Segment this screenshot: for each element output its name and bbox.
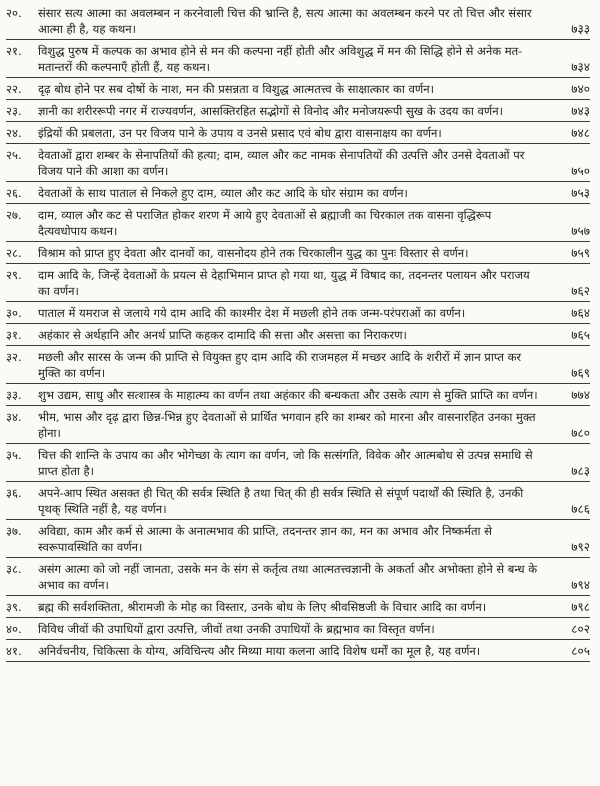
toc-entry [6, 406, 590, 444]
entry-number: २२. [6, 82, 22, 96]
entry-title: पाताल में यमराज से जलाये गये दाम आदि की काश्मीर देश में मछली होने तक जन्म-परंपराओं का वर्णन। [38, 306, 466, 320]
entry-title: देवताओं द्वारा शम्बर के सेनापतियों की हत्या; दाम, व्याल और कट नामक सेनापतियों की उत्पत्ति और उनसे देवताओं पर विजय पाने की आशा का वर्णन। [38, 148, 525, 178]
entry-page-number: ७३४ [571, 60, 590, 74]
toc-entry [6, 482, 590, 520]
entry-page-number: ७६२ [571, 284, 590, 298]
entry-number: २१. [6, 44, 22, 58]
entry-title: चित्त की शान्ति के उपाय का और भोगेच्छा के त्याग का वर्णन, जो कि सत्संगति, विवेक और आत्मबोध से उत्पन्न समाधि से प्राप्त होता है। [38, 448, 533, 478]
entry-number: २४. [6, 126, 22, 140]
entry-number: ३८. [6, 562, 22, 576]
toc-entry [6, 100, 590, 122]
entry-title: विश्राम को प्राप्त हुए देवता और दानवों का, वासनोदय होने तक चिरकालीन युद्ध का पुनः विस्तार से वर्णन। [38, 246, 469, 260]
entry-page-number: ७९४ [571, 578, 590, 592]
toc-entry [6, 520, 590, 558]
entry-title: दृढ़ बोध होने पर सब दोषों के नाश, मन की प्रसन्नता व विशुद्ध आत्मतत्त्व के साक्षात्कार का वर्णन। [38, 82, 434, 96]
entry-number: ३९. [6, 600, 22, 614]
entry-number: ३५. [6, 448, 22, 462]
toc-entry [6, 144, 590, 182]
entry-title: अपने-आप स्थित असक्त ही चित् की सर्वत्र स्थिति है तथा चित् की ही सर्वत्र स्थिति से संपूर्ण पदार्थों की स्थिति है, उनकी पृथक् स्थिति नहीं है, यह वर्णन। [38, 486, 524, 516]
entry-page-number: ८०५ [571, 644, 590, 658]
toc-entry [6, 242, 590, 264]
toc-entry [6, 2, 590, 40]
entry-title: असंग आत्मा को जो नहीं जानता, उसके मन के संग से कर्तृत्व तथा आत्मतत्त्वज्ञानी के अकर्ता और अभोक्ता होने से बन्ध के अभाव का वर्णन। [38, 562, 538, 592]
toc-entry [6, 204, 590, 242]
toc-entry [6, 596, 590, 618]
entry-page-number: ७६९ [571, 366, 590, 380]
entry-title: अहंकार से अर्थहानि और अनर्थ प्राप्ति कहकर दामादि की सत्ता और असत्ता का निराकरण। [38, 328, 407, 342]
entry-number: २३. [6, 104, 22, 118]
entry-title: इंद्रियों की प्रबलता, उन पर विजय पाने के उपाय व उनसे प्रसाद एवं बोध द्वारा वासनाक्षय का वर्णन। [38, 126, 442, 140]
entry-title: मछली और सारस के जन्म की प्राप्ति से वियुक्त हुए दाम आदि की राजमहल में मच्छर आदि के शरीरों में ज्ञान प्राप्त कर मुक्ति का वर्णन। [38, 350, 522, 380]
entry-title: ब्रह्म की सर्वशक्तिता, श्रीरामजी के मोह का विस्तार, उनके बोध के लिए श्रीवसिष्ठजी के विचार आदि का वर्णन। [38, 600, 487, 614]
entry-page-number: ७७४ [571, 388, 590, 402]
entry-title: भीम, भास और दृढ़ द्वारा छिन्न-भिन्न हुए देवताओं से प्रार्थित भगवान हरि का शम्बर को मारना और वासनारहित उनका मुक्त होना। [38, 410, 536, 440]
entry-number: ३३. [6, 388, 22, 402]
entry-number: २९. [6, 268, 22, 282]
toc-entry [6, 558, 590, 596]
entry-page-number: ७५७ [571, 224, 590, 238]
entry-title: ज्ञानी का शरीररूपी नगर में राज्यवर्णन, आसक्तिरहित सद्भोगों से विनोद और मनोजयरूपी सुख के उदय का वर्णन। [38, 104, 503, 118]
toc-entry [6, 182, 590, 204]
entry-page-number: ७४३ [571, 104, 590, 118]
entry-page-number: ७६४ [571, 306, 590, 320]
toc-entry [6, 122, 590, 144]
entry-page-number: ७५० [571, 164, 590, 178]
entry-number: ४१. [6, 644, 22, 658]
entry-page-number: ७९८ [571, 600, 590, 614]
entry-number: ३७. [6, 524, 22, 538]
entry-number: ३१. [6, 328, 22, 342]
toc-entry [6, 324, 590, 346]
entry-title: अविद्या, काम और कर्म से आत्मा के अनात्मभाव की प्राप्ति, तदनन्तर ज्ञान का, मन का अभाव और निष्कर्मता से स्वरूपावस्थिति का वर्णन। [38, 524, 492, 554]
entry-page-number: ७५३ [571, 186, 590, 200]
entry-number: ३६. [6, 486, 22, 500]
entry-number: ३०. [6, 306, 22, 320]
entry-title: संसार सत्य आत्मा का अवलम्बन न करनेवाली चित्त की भ्रान्ति है, सत्य आत्मा का अवलम्बन करने पर तो चित्त और संसार आत्मा ही है, यह कथन। [38, 6, 532, 36]
entry-page-number: ७९२ [571, 540, 590, 554]
toc-entry [6, 444, 590, 482]
toc-entry [6, 640, 590, 662]
toc-entry [6, 302, 590, 324]
entry-title: विशुद्ध पुरुष में कल्पक का अभाव होने से मन की कल्पना नहीं होती और अविशुद्ध में मन की सिद्धि होने से अनेक मत-मतान्तरों की कल्पनाएँ होती हैं, यह कथन। [38, 44, 523, 74]
entry-page-number: ७६५ [571, 328, 590, 342]
entry-page-number: ८०२ [571, 622, 590, 636]
entry-page-number: ७८३ [571, 464, 590, 478]
entry-title: देवताओं के साथ पाताल से निकले हुए दाम, व्याल और कट आदि के घोर संग्राम का वर्णन। [38, 186, 408, 200]
entry-page-number: ७८६ [571, 502, 590, 516]
toc-entry [6, 264, 590, 302]
toc-entry [6, 384, 590, 406]
entry-number: २६. [6, 186, 22, 200]
entry-number: ३४. [6, 410, 22, 424]
entry-number: २७. [6, 208, 22, 222]
entry-title: विविध जीवों की उपाधियों द्वारा उत्पत्ति, जीवों तथा उनकी उपाधियों के ब्रह्मभाव का विस्तृत वर्णन। [38, 622, 435, 636]
entry-title: शुभ उद्यम, साधु और सत्शास्त्र के माहात्म्य का वर्णन तथा अहंकार की बन्धकता और उसके त्याग से मुक्ति प्राप्ति का वर्णन। [38, 388, 538, 402]
entry-title: दाम आदि के, जिन्हें देवताओं के प्रयत्न से देहाभिमान प्राप्त हो गया था, युद्ध में विषाद का, तदनन्तर पलायन और पराजय का वर्णन। [38, 268, 530, 298]
entry-page-number: ७८० [571, 426, 590, 440]
entry-title: अनिर्वचनीय, चिकित्सा के योग्य, अविचिन्त्य और मिथ्या माया कलना आदि विशेष धर्मों का मूल है, यह वर्णन। [38, 644, 481, 658]
toc-entry [6, 618, 590, 640]
entry-page-number: ७४८ [571, 126, 590, 140]
entry-page-number: ७४० [571, 82, 590, 96]
entry-number: २०. [6, 6, 22, 20]
entry-page-number: ७३३ [571, 22, 590, 36]
toc-entry [6, 40, 590, 78]
entry-number: २८. [6, 246, 22, 260]
entry-title: दाम, व्याल और कट से पराजित होकर शरण में आये हुए देवताओं से ब्रह्माजी का चिरकाल तक वासना वृद्धिरूप दैत्यवधोपाय कथन। [38, 208, 492, 238]
toc-entry [6, 78, 590, 100]
entry-page-number: ७५९ [571, 246, 590, 260]
entry-number: २५. [6, 148, 22, 162]
entry-number: ४०. [6, 622, 22, 636]
toc-entry [6, 346, 590, 384]
entry-number: ३२. [6, 350, 22, 364]
